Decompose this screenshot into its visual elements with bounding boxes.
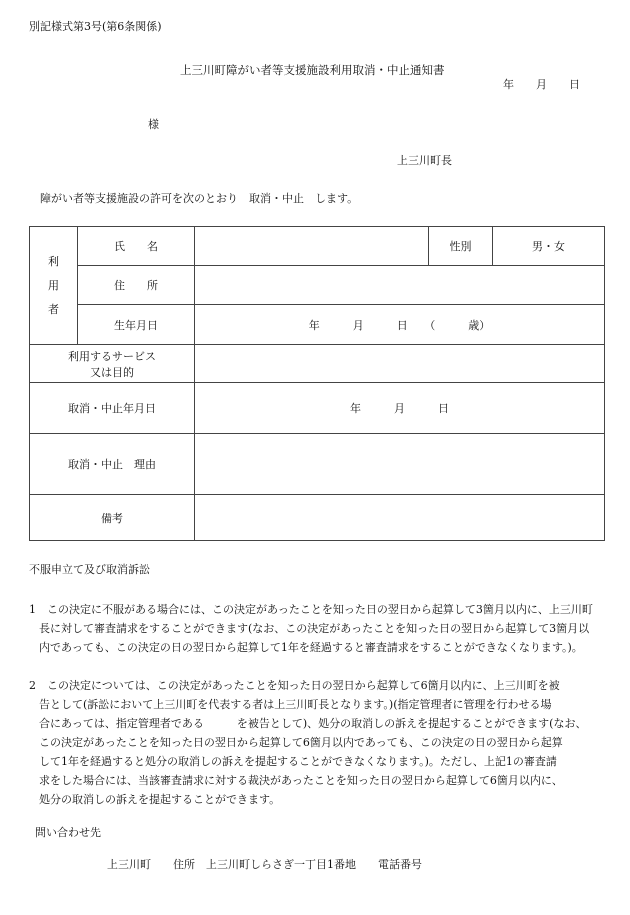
reason-field[interactable] bbox=[195, 434, 605, 495]
remarks-label: 備考 bbox=[30, 495, 195, 541]
statement: 障がい者等支援施設の許可を次のとおり 取消・中止 します。 bbox=[40, 192, 359, 205]
form-table bbox=[29, 226, 605, 541]
address-field[interactable] bbox=[195, 266, 605, 305]
date-line: 年 月 日 bbox=[503, 78, 580, 91]
gender-label: 性別 bbox=[429, 227, 493, 266]
service-label: 利用するサービス 又は目的 bbox=[30, 345, 195, 383]
appeal-item-2: 2 この決定については、この決定があったことを知った日の翌日から起算して6箇月以内に、上三川町を被 告として(訴訟において上三川町を代表する者は上三川町長となります。)(指定管理者に管理を行わせる場 合にあっては、指定管理者である を被告として)、処分の取消しの訴えを提起することができます(なお、 この決定があったことを知った日の翌日から起算して6箇月以内であっても、この決定の日の翌日から起算 して1年を経過すると処分の取消しの訴えを提起することができなくなります。)。ただし、上記1の審査請 求をした場合には、当該審査請求に対する裁決があったことを知った日の翌日から起算して6箇月以内に、 処分の取消しの訴えを提起することができます。 bbox=[29, 679, 587, 806]
birth-label: 生年月日 bbox=[78, 305, 195, 345]
remarks-field[interactable] bbox=[195, 495, 605, 541]
service-field[interactable] bbox=[195, 345, 605, 383]
form-number: 別記様式第3号(第6条関係) bbox=[29, 20, 162, 33]
name-field[interactable] bbox=[195, 227, 429, 266]
addressee-suffix: 様 bbox=[148, 118, 159, 131]
issuer: 上三川町長 bbox=[397, 154, 452, 167]
appeal-heading: 不服申立て及び取消訴訟 bbox=[29, 563, 150, 576]
gender-value[interactable]: 男・女 bbox=[493, 227, 605, 266]
user-group-label: 利 用 者 bbox=[30, 227, 78, 345]
contact-heading: 問い合わせ先 bbox=[35, 826, 101, 839]
birth-value[interactable]: 年 月 日 （ 歳） bbox=[195, 305, 605, 345]
address-label: 住 所 bbox=[78, 266, 195, 305]
name-label: 氏 名 bbox=[78, 227, 195, 266]
contact-line: 上三川町 住所 上三川町しらさぎ一丁目1番地 電話番号 bbox=[107, 858, 422, 871]
appeal-item-1: 1 この決定に不服がある場合には、この決定があったことを知った日の翌日から起算して3箇月以内に、上三川町 長に対して審査請求をすることができます(なお、この決定があったことを知った日の翌日から起算して3箇月以 内であっても、この決定の日の翌日から起算して1年を経過すると審査請求をすることができなくなります。)。 bbox=[29, 603, 593, 654]
document-title: 上三川町障がい者等支援施設利用取消・中止通知書 bbox=[180, 63, 445, 77]
cancel-date-label: 取消・中止年月日 bbox=[30, 383, 195, 434]
reason-label: 取消・中止 理由 bbox=[30, 434, 195, 495]
cancel-date-value[interactable]: 年 月 日 bbox=[195, 383, 605, 434]
